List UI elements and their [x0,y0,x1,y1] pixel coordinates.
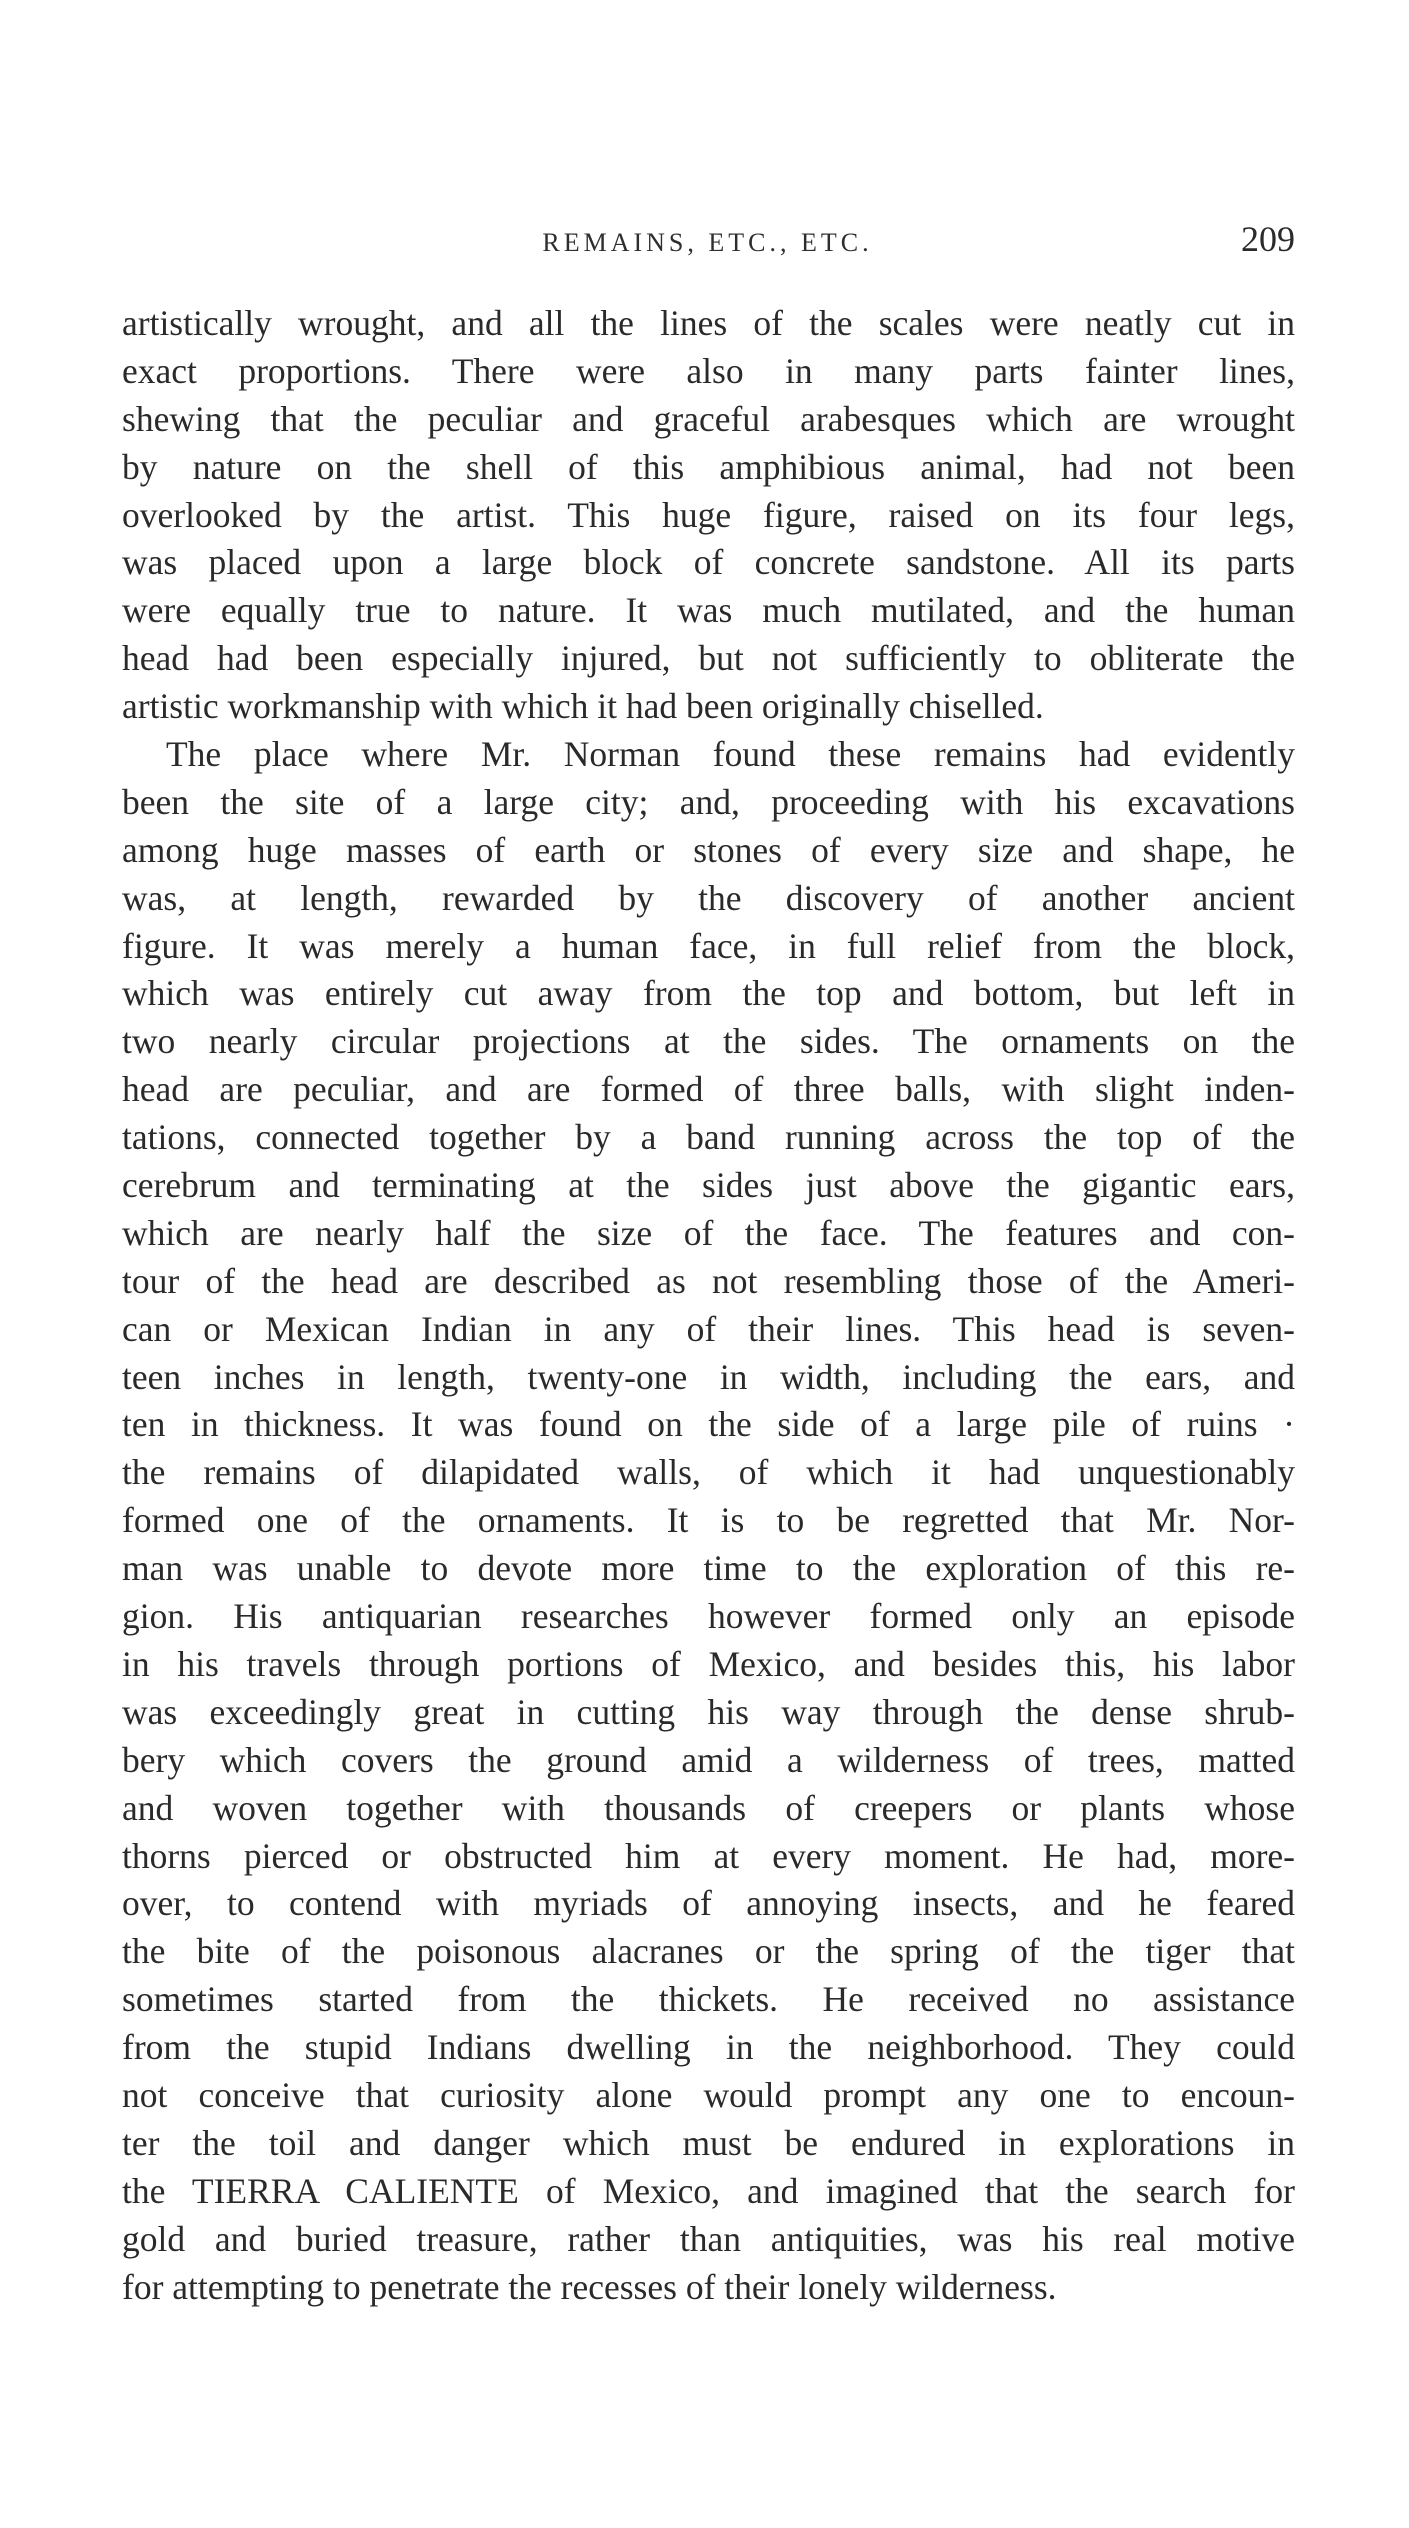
paragraph [122,731,1295,2311]
text-line: from the stupid Indians dwelling in the neighborhood. They could [122,2027,1295,2068]
text-line: cerebrum and terminating at the sides just above the gigantic ears, [122,1165,1295,1206]
text-line: gold and buried treasure, rather than antiquities, was his real motive [122,2218,1295,2259]
text-line: thorns pierced or obstructed him at every moment. He had, more- [122,1835,1295,1876]
text-line: the bite of the poisonous alacranes or the spring of the tiger that [122,1931,1295,1972]
text-line: overlooked by the artist. This huge figure, raised on its four legs, [122,494,1295,535]
text-line: gion. His antiquarian researches however formed only an episode [122,1596,1295,1637]
text-line: head are peculiar, and are formed of three balls, with slight inden- [122,1069,1295,1110]
text-line: two nearly circular projections at the sides. The ornaments on the [122,1021,1295,1062]
text-line: ter the toil and danger which must be endured in explorations in [122,2122,1295,2163]
text-line: which are nearly half the size of the face. The features and con- [122,1212,1295,1253]
text-line: artistic workmanship with which it had been originally chiselled. [122,686,1044,727]
running-head: REMAINS, ETC., ETC. [542,228,873,257]
text-line: which was entirely cut away from the top and bottom, but left in [122,973,1295,1014]
text-line: not conceive that curiosity alone would prompt any one to encoun- [122,2074,1295,2115]
text-line: sometimes started from the thickets. He received no assistance [122,1979,1295,2020]
text-line: was exceedingly great in cutting his way through the dense shrub- [122,1691,1295,1732]
text-line: and woven together with thousands of creepers or plants whose [122,1787,1295,1828]
text-line: were equally true to nature. It was much mutilated, and the human [122,590,1295,631]
page-number: 209 [1241,219,1295,259]
text-line: by nature on the shell of this amphibious animal, had not been [122,446,1295,487]
text-line: The place where Mr. Norman found these remains had evidently [166,734,1295,775]
text-line: teen inches in length, twenty-one in width, including the ears, and [122,1356,1295,1397]
text-line: ten in thickness. It was found on the side of a large pile of ruins · [122,1404,1295,1445]
text-line: man was unable to devote more time to the exploration of this re- [122,1548,1295,1589]
text-line: the TIERRA CALIENTE of Mexico, and imagined that the search for [122,2170,1295,2211]
paragraph [122,300,1295,731]
text-line: was, at length, rewarded by the discovery of another ancient [122,877,1295,918]
text-line: figure. It was merely a human face, in full relief from the block, [122,925,1295,966]
text-line: head had been especially injured, but not sufficiently to obliterate the [122,638,1295,679]
text-line: bery which covers the ground amid a wilderness of trees, matted [122,1739,1295,1780]
text-line: exact proportions. There were also in many parts fainter lines, [122,350,1295,391]
text-line: over, to contend with myriads of annoying insects, and he feared [122,1883,1295,1924]
text-line: can or Mexican Indian in any of their lines. This head is seven- [122,1308,1295,1349]
text-line: tations, connected together by a band running across the top of the [122,1117,1295,1158]
page-header [120,218,1295,278]
text-line: tour of the head are described as not resembling those of the Ameri- [122,1260,1295,1301]
text-line: formed one of the ornaments. It is to be regretted that Mr. Nor- [122,1500,1295,1541]
text-line: been the site of a large city; and, proceeding with his excavations [122,781,1295,822]
text-line: artistically wrought, and all the lines of the scales were neatly cut in [122,303,1295,343]
text-line: shewing that the peculiar and graceful arabesques which are wrought [122,398,1295,439]
text-line: for attempting to penetrate the recesses of their lonely wilderness. [122,2266,1057,2307]
text-line: the remains of dilapidated walls, of which it had unquestionably [122,1452,1295,1493]
text-line: among huge masses of earth or stones of every size and shape, he [122,829,1295,870]
text-line: in his travels through portions of Mexico, and besides this, his labor [122,1643,1295,1684]
body-text [122,300,1295,2311]
text-line: was placed upon a large block of concrete sandstone. All its parts [122,542,1295,583]
